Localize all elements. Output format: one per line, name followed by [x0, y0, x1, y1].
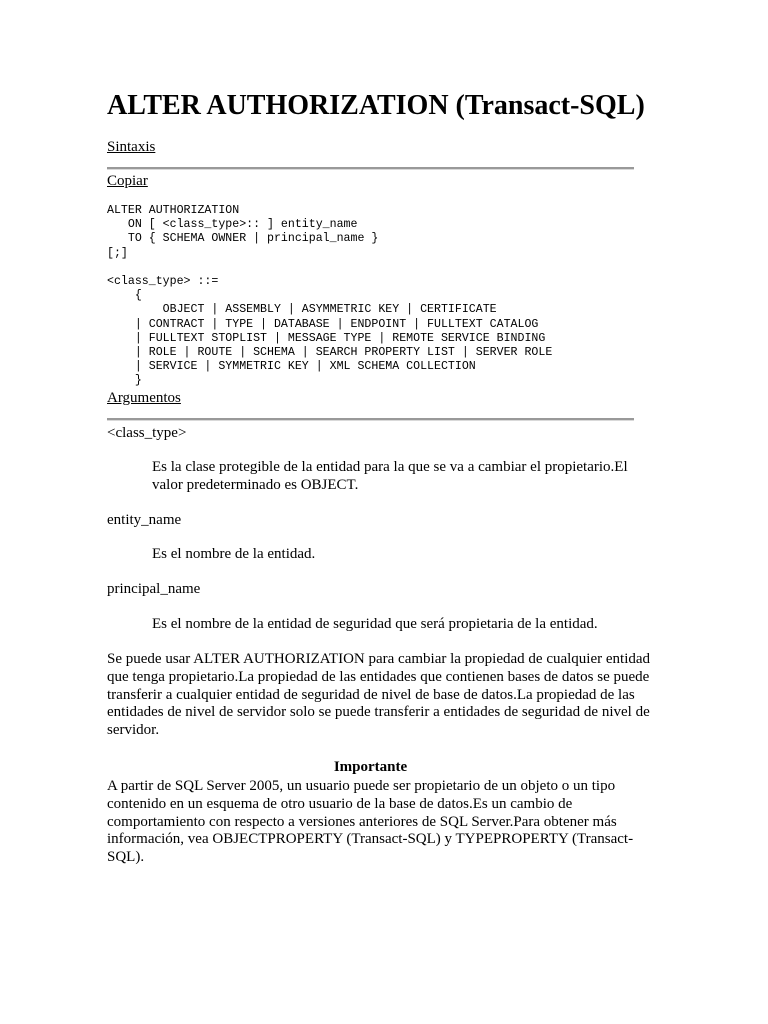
- copy-link[interactable]: Copiar: [107, 173, 148, 189]
- argument-description-class-type: Es la clase protegible de la entidad para la que se va a cambiar el propietario.El valor predeterminado es OBJECT.: [152, 459, 628, 493]
- arguments-link[interactable]: Argumentos: [107, 390, 181, 406]
- argument-description-entity-name: Es el nombre de la entidad.: [152, 546, 316, 562]
- syntax-divider: [107, 167, 634, 170]
- remarks-paragraph: Se puede usar ALTER AUTHORIZATION para cambiar la propiedad de cualquier entidad que tenga propietario.La propiedad de las entidades que contienen bases de datos se puede transferir a cualquier entidad de seguridad de nivel de base de datos.La propiedad de las entidades de nivel de servidor solo se puede transferir a entidades de seguridad de nivel de servidor.: [107, 651, 651, 739]
- syntax-link[interactable]: Sintaxis: [107, 139, 156, 155]
- important-heading: Importante: [333, 759, 408, 775]
- arguments-divider: [107, 418, 634, 421]
- argument-term-entity-name: entity_name: [107, 512, 182, 528]
- argument-description-principal-name: Es el nombre de la entidad de seguridad que será propietaria de la entidad.: [152, 616, 598, 632]
- argument-term-principal-name: principal_name: [107, 581, 201, 597]
- syntax-code-block: ALTER AUTHORIZATION ON [ <class_type>:: ] entity_name TO { SCHEMA OWNER | principal_name } [;] <class_type> ::= { OBJECT | ASSEMBLY | ASYMMETRIC KEY | CERTIFICATE | CONTRACT | TYPE | DATABASE | ENDPOINT | FULLTEXT CATALOG | FULLTEXT STOPLIST | MESSAGE TYPE | REMOTE SERVICE BINDING | ROLE | ROUTE | SCHEMA | SEARCH PROPERTY LIST | SERVER ROLE | SERVICE | SYMMETRIC KEY | XML SCHEMA COLLECTION }: [107, 204, 553, 388]
- important-paragraph: A partir de SQL Server 2005, un usuario puede ser propietario de un objeto o un tipo contenido en un esquema de otro usuario de la base de datos.Es un cambio de comportamiento con respecto a versiones anteriores de SQL Server.Para obtener más información, vea OBJECTPROPERTY (Transact-SQL) y TYPEPROPERTY (Transact-SQL).: [107, 778, 634, 866]
- page-title: ALTER AUTHORIZATION (Transact-SQL): [107, 90, 645, 121]
- argument-term-class-type: <class_type>: [107, 425, 187, 441]
